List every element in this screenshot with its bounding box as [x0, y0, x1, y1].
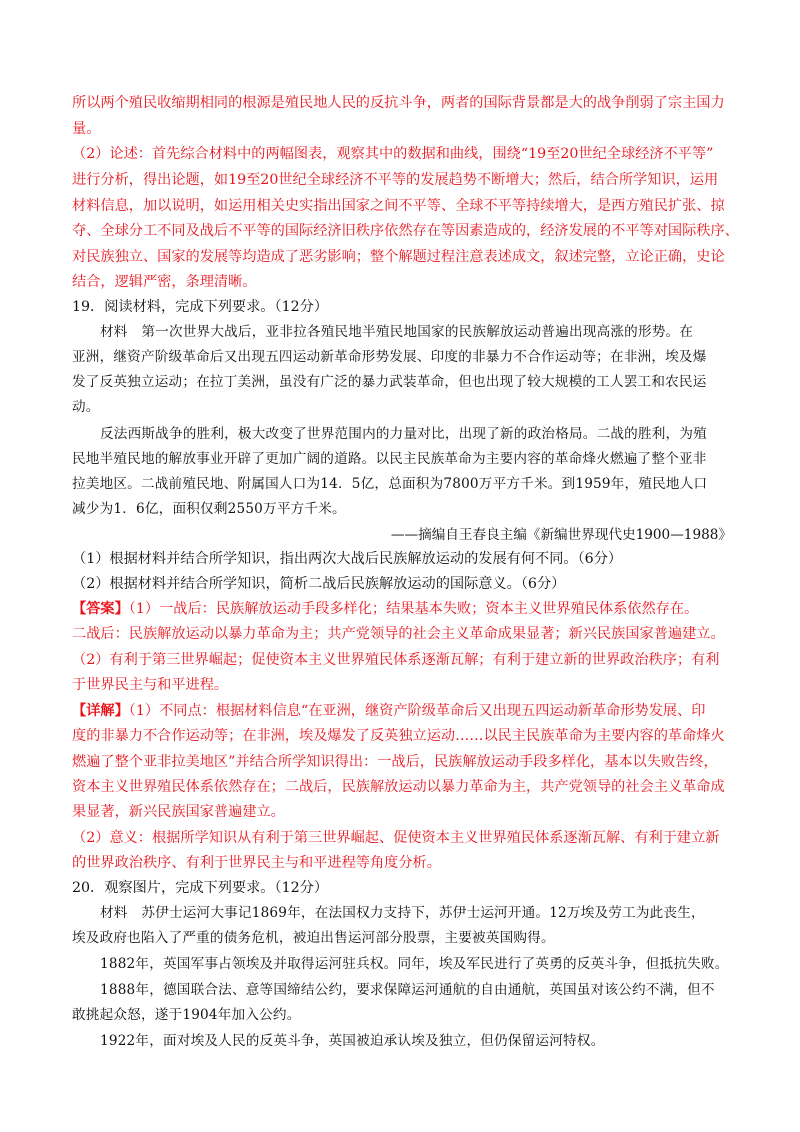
- material-paragraph-line: 拉美地区。二战前殖民地、附属国人口为14．5亿，总面积为7800万平方千米。到1959年，殖民地人口: [72, 476, 708, 492]
- material-paragraph-line: 减少为1．6亿，面积仅剩2550万平方千米。: [72, 501, 346, 517]
- analysis-line: 量。: [72, 121, 101, 137]
- answer-line: [72, 599, 698, 619]
- explanation-line: 燃遍了整个亚非拉美地区”并结合所学知识得出：一战后，民族解放运动手段多样化，基本以失败告终，: [72, 754, 718, 770]
- answer-line: （2）有利于第三世界崛起；促使资本主义世界殖民体系逐渐瓦解；有利于建立新的世界政治秩序；有利: [72, 652, 720, 668]
- material-paragraph-line: 亚洲，继资产阶级革命后又出现五四运动新革命形势发展、印度的非暴力不合作运动等；在非洲，埃及爆: [72, 349, 707, 365]
- explanation-line: [72, 701, 705, 721]
- explanation-line: 果显著，新兴民族国家普遍建立。: [72, 804, 285, 820]
- explanation-text: （1）不同点：根据材料信息“在亚洲，继资产阶级革命后又出现五四运动新革命形势发展、印: [128, 703, 706, 719]
- essay-guidance-line: （2）论述：首先综合材料中的两幅图表，观察其中的数据和曲线，围绕“19至20世纪全球经济不平等”: [72, 146, 714, 162]
- essay-guidance-line: 结合，逻辑严密，条理清晰。: [72, 274, 257, 290]
- material-paragraph-line: 埃及政府也陷入了严重的债务危机，被迫出售运河部分股票，主要被英国购得。: [72, 930, 555, 946]
- material-paragraph-line: 发了反英独立运动；在拉丁美洲，虽没有广泛的暴力武装革命，但也出现了较大规模的工人罢工和农民运: [72, 374, 707, 390]
- material-paragraph-line: 材料 第一次世界大战后，亚非拉各殖民地半殖民地国家的民族解放运动普遍出现高涨的形势。在: [100, 324, 694, 340]
- essay-guidance-line: 材料信息，加以说明，如运用相关史实指出国家之间不平等、全球不平等持续增大，是西方殖民扩张、掠: [72, 198, 725, 214]
- question-20-heading: 20．观察图片，完成下列要求。（12分）: [72, 880, 329, 896]
- explanation-line: 度的非暴力不合作运动等；在非洲，埃及爆发了反英独立运动……以民主民族革命为主要内容的革命烽火: [72, 728, 725, 744]
- analysis-line: 所以两个殖民收缩期相同的根源是殖民地人民的反抗斗争，两者的国际背景都是大的战争削弱了宗主国力: [72, 95, 725, 111]
- explanation-line: （2）意义：根据所学知识从有利于第三世界崛起、促使资本主义世界殖民体系逐渐瓦解、有利于建立新: [72, 830, 720, 846]
- material-paragraph-line: 1888年，德国联合法、意等国缔结公约，要求保障运河通航的自由通航，英国虽对该公约不满，但不: [100, 982, 715, 998]
- essay-guidance-line: 进行分析，得出论题，如19至20世纪全球经济不平等的发展趋势不断增大；然后，结合所学知识，运用: [72, 172, 719, 188]
- material-paragraph-line: 1922年，面对埃及人民的反英斗争，英国被迫承认埃及独立，但仍保留运河特权。: [100, 1033, 605, 1049]
- material-paragraph-line: 材料 苏伊士运河大事记1869年，在法国权力支持下，苏伊士运河开通。12万埃及劳工为此丧生，: [100, 905, 705, 921]
- material-paragraph-line: 敢挑起众怒，遂于1904年加入公约。: [72, 1007, 301, 1023]
- material-paragraph-line: 民地半殖民地的解放事业开辟了更加广阔的道路。以民主民族革命为主要内容的革命烽火燃遍了整个亚非: [72, 451, 707, 467]
- essay-guidance-line: 夺、全球分工不同及战后不平等的国际经济旧秩序依然存在等因素造成的，经济发展的不平等对国际秩序、: [72, 223, 739, 239]
- material-paragraph-line: 反法西斯战争的胜利，极大改变了世界范围内的力量对比，出现了新的政治格局。二战的胜利，为殖: [100, 426, 707, 442]
- answer-label: 【答案】: [72, 601, 129, 617]
- explanation-line: 的世界政治秩序、有利于世界民主与和平进程等角度分析。: [72, 855, 441, 871]
- essay-guidance-line: 对民族独立、国家的发展等均造成了恶劣影响；整个解题过程注意表述成文，叙述完整，立论正确，史论: [72, 249, 725, 265]
- answer-line: 于世界民主与和平进程。: [72, 677, 229, 693]
- explanation-line: 资本主义世界殖民体系依然存在；二战后，民族解放运动以暴力革命为主，共产党领导的社会主义革命成: [72, 779, 725, 795]
- answer-text: （1）一战后：民族解放运动手段多样化；结果基本失败；资本主义世界殖民体系依然存在。: [128, 601, 699, 617]
- material-source: ——摘编自王春良主编《新编世界现代史1900—1988》: [390, 527, 732, 543]
- material-paragraph-line: 动。: [72, 399, 100, 415]
- explanation-label: 【详解】: [72, 703, 129, 719]
- question-19-heading: 19．阅读材料，完成下列要求。（12分）: [72, 299, 329, 315]
- material-paragraph-line: 1882年，英国军事占领埃及并取得运河驻兵权。同年，埃及军民进行了英勇的反英斗争，但抵抗失败。: [100, 956, 729, 972]
- question-19-part-2: （2）根据材料并结合所学知识，简析二战后民族解放运动的国际意义。（6分）: [72, 576, 566, 592]
- question-19-part-1: （1）根据材料并结合所学知识，指出两次大战后民族解放运动的发展有何不同。（6分）: [72, 551, 623, 567]
- answer-line: 二战后：民族解放运动以暴力革命为主；共产党领导的社会主义革命成果显著；新兴民族国家普遍建立。: [72, 626, 725, 642]
